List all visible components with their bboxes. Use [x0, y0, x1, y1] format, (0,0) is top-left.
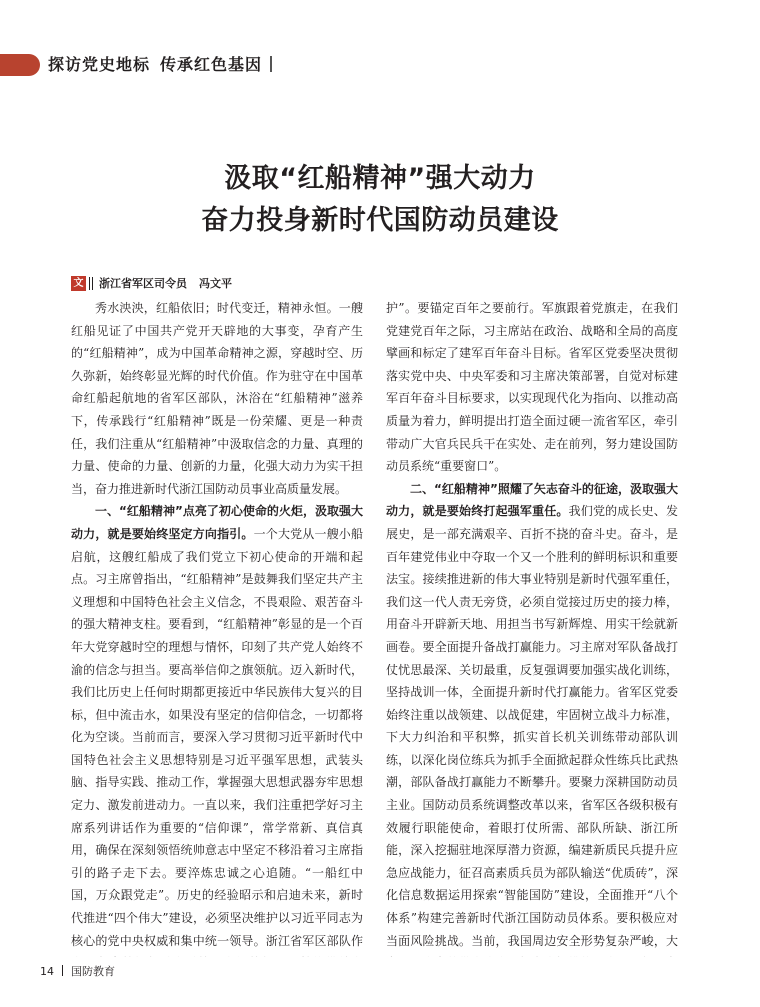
author-title: 浙江省军区司令员 [99, 277, 187, 290]
magazine-name: 国防教育 [71, 965, 115, 978]
paragraph-intro [71, 297, 363, 500]
footer-divider [62, 965, 63, 976]
paragraph-text: 秀水泱泱，红船依旧；时代变迁，精神永恒。一艘红船见证了中国共产党开天辟地的大事变，孕育产生的“红船精神”，成为中国革命精神之源，穿越时空、历久弥新，始终彰显光辉的时代价值。作为驻守在中国革命红船起航地的省军区部队，沐浴在“红船精神”滋养下，传承践行“红船精神”既是一份荣耀、更是一种责任，我们注重从“红船精神”中汲取信念的力量、真理的力量、使命的力量、创新的力量，化强大动力为实干担当，奋力推进新时代浙江国防动员事业高质量发展。 [71, 301, 363, 496]
section-accent-bar [0, 54, 40, 76]
body-column-right [386, 297, 678, 957]
page-number: 14 [40, 965, 54, 978]
section-header-divider [270, 56, 272, 72]
section-heading-1: 一、“红船精神”点亮了初心使命的火炬，汲取强大动力，就是要始终坚定方向指引。 [71, 504, 363, 541]
byline-divider [89, 277, 93, 290]
section-header-part1: 探访党史地标 [48, 55, 151, 74]
paragraph-continued [386, 297, 678, 478]
body-column-left [71, 297, 363, 957]
paragraph-text: 我们党的成长史、发展史，是一部充满艰辛、百折不挠的奋斗史。奋斗，是百年建党伟业中夺取一个又一个胜利的鲜明标识和重要法宝。接续推进新的伟大事业特别是新时代强军重任，我们这一代人责无旁贷，必须自觉接过历史的接力棒，用奋斗开辟新天地、用担当书写新辉煌、用实干绘就新画卷。要全面提升备战打赢能力。习主席对军队备战打仗忧思最深、关切最重，反复强调要加强实战化训练，坚持战训一体，全面提升新时代打赢能力。省军区党委始终注重以战领建、以战促建，牢固树立战斗力标准，下大力纠治和平积弊，抓实首长机关训练带动部队训练，以深化岗位练兵为抓手全面掀起群众性练兵比武热潮，部队备战打赢能力不断攀升。要聚力深耕国防动员主业。国防动员系统调整改革以来，省军区各级积极有效履行职能使命，着眼打仗所需、部队所缺、浙江所能，深入挖掘驻地深厚潜力资源，编建新质民兵提升应急应战能力，征召高素质兵员为部队输送“优质砖”，深化信息数据运用探索“智能国防”建设，全面推开“八个体系”构建完善新时代浙江国防动员体系。要积极应对当面风险挑战。当前，我国周边安全形势复杂严峻，大 [386, 504, 678, 948]
article-title-line2: 奋力投身新时代国防动员建设 [201, 205, 559, 236]
section-heading-2: 二、“红船精神”照耀了矢志奋斗的征途，汲取强大动力，就是要始终打起强军重任。 [386, 481, 678, 519]
author-name: 冯文平 [199, 277, 232, 290]
paragraph-section-1 [71, 500, 363, 957]
article-title-line1: 汲取“红船精神”强大动力 [224, 163, 536, 194]
byline [71, 276, 232, 292]
paragraph-text: 护”。要锚定百年之要前行。军旗跟着党旗走，在我们党建党百年之际，习主席站在政治、战略和全局的高度擘画和标定了建军百年奋斗目标。省军区党委坚决贯彻落实党中央、中央军委和习主席决策部署，自觉对标建军百年奋斗目标要求，以实现现代化为指向、以推动高质量为着力，鲜明提出打造全面过硬一流省军区，牵引带动广大官兵民兵干在实处、走在前列，努力建设国防动员系统“重要窗口”。 [386, 301, 678, 474]
byline-mark: 文 [71, 276, 86, 291]
section-header-part2: 传承红色基因 [160, 55, 263, 74]
paragraph-text: 一个大党从一艘小船启航，这艘红船成了我们党立下初心使命的开端和起点。习主席曾指出，“红船精神”是鼓舞我们坚定共产主义理想和中国特色社会主义信念，不畏艰险、艰苦奋斗的强大精神支柱。要看到，“红船精神”彰显的是一个百年大党穿越时空的理想与情怀，印刻了共产党人始终不渝的信念与担当。要高举信仰之旗领航。迈入新时代，我们比历史上任何时期都更接近中华民族伟大复兴的目标，但中流击水，如果没有坚定的信仰信念，一切都将化为空谈。当前而言，要深入学习贯彻习近平新时代中国特色社会主义思想特别是习近平强军思想，武装头脑、指导实践、推动工作，掌握强大思想武器夯牢思想定力、激发前进动力。一直以来，我们注重把学好习主席系列讲话作为重要的“信仰课”，常学常新、真信真用，确保在深刻领悟统帅意志中坚定不移沿着习主席指引的路子走下去。要淬炼忠诚之心追随。“一船红中国，万众跟党走”。历史的经验昭示和启迪未来，新时代推进“四个伟大”建设，必须坚决维护以习近平同志为核心的党中央权威和集中统一领导。浙江省军区部队作 [71, 526, 363, 948]
paragraph-section-2 [386, 478, 678, 957]
page-footer [40, 964, 115, 980]
section-header [48, 53, 272, 77]
